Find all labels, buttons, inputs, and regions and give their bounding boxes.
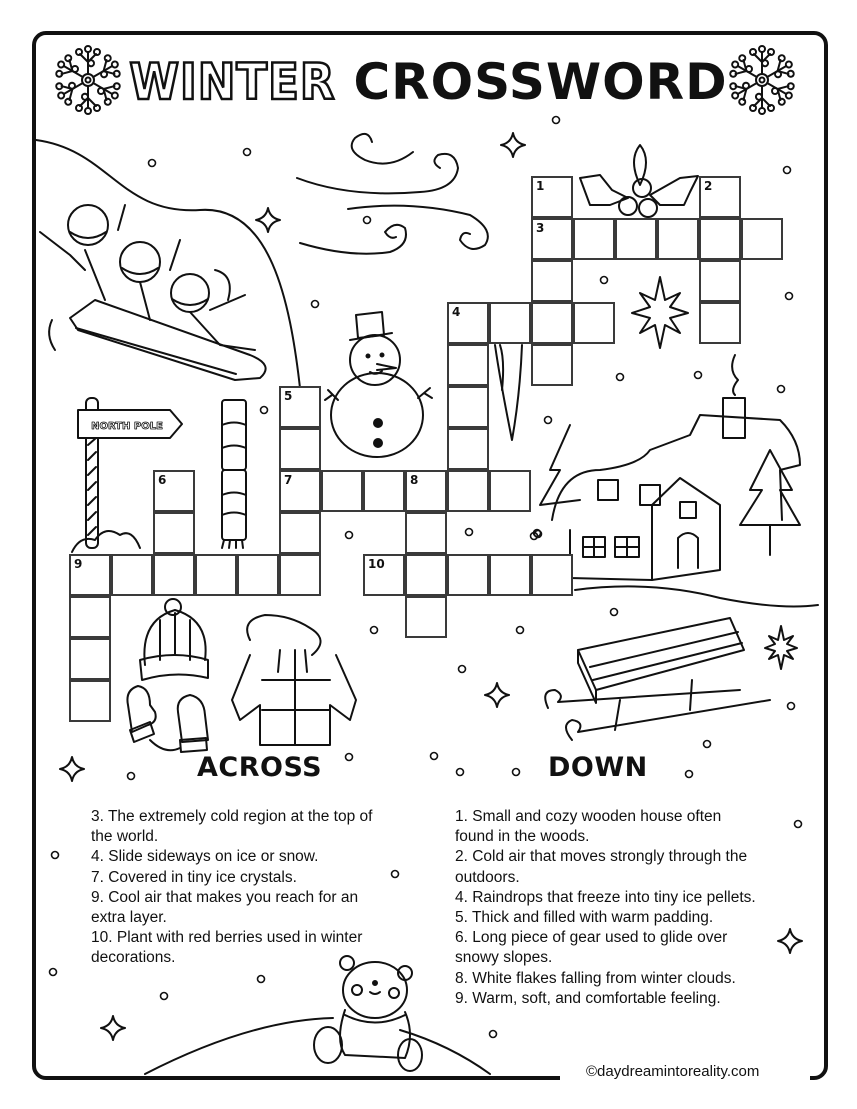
crossword-cell[interactable] xyxy=(153,470,195,512)
crossword-cell[interactable] xyxy=(657,218,699,260)
clue-number: 3 xyxy=(536,221,545,235)
down-clue: 1. Small and cozy wooden house often xyxy=(455,808,722,825)
crossword-cell[interactable] xyxy=(447,428,489,470)
crossword-cell[interactable] xyxy=(447,302,489,344)
crossword-cell[interactable] xyxy=(363,554,405,596)
holly-icon xyxy=(580,145,698,217)
across-clue: 9. Cool air that makes you reach for an xyxy=(91,888,359,906)
down-clue: outdoors. xyxy=(455,868,520,886)
crossword-cell[interactable] xyxy=(153,554,195,596)
crossword-cell[interactable] xyxy=(321,470,363,512)
crossword-cell[interactable] xyxy=(615,218,657,260)
clue-number: 8 xyxy=(410,473,419,487)
crossword-cell[interactable] xyxy=(279,386,321,428)
crossword-cell[interactable] xyxy=(531,554,573,596)
crossword-cell[interactable] xyxy=(279,512,321,554)
crossword-cell[interactable] xyxy=(531,260,573,302)
crossword-cell[interactable] xyxy=(405,512,447,554)
crossword-cell[interactable] xyxy=(279,470,321,512)
copyright-credit: ©daydreamintoreality.com xyxy=(586,1063,760,1080)
across-clue-list xyxy=(91,807,431,969)
wooden-sled-illustration xyxy=(545,618,770,740)
crossword-cell[interactable] xyxy=(153,512,195,554)
crossword-cell[interactable] xyxy=(573,218,615,260)
crossword-cell[interactable] xyxy=(237,554,279,596)
across-clue: 3. The extremely cold region at the top of xyxy=(91,808,373,825)
crossword-cell[interactable] xyxy=(69,638,111,680)
scarf-illustration xyxy=(222,400,246,548)
down-clue: 5. Thick and filled with warm padding. xyxy=(455,909,714,927)
crossword-cell[interactable] xyxy=(699,302,741,344)
crossword-cell[interactable] xyxy=(573,302,615,344)
crossword-cell[interactable] xyxy=(69,680,111,722)
crossword-cell[interactable] xyxy=(111,554,153,596)
wind-swirls-icon xyxy=(297,134,488,254)
across-clue: extra layer. xyxy=(91,909,167,927)
sign-text: NORTH POLE xyxy=(91,421,163,432)
clue-number: 2 xyxy=(704,179,713,193)
crossword-cell[interactable] xyxy=(363,470,405,512)
crossword-cell[interactable] xyxy=(279,554,321,596)
crossword-cell[interactable] xyxy=(699,260,741,302)
crossword-cell[interactable] xyxy=(69,554,111,596)
snowflake-icon xyxy=(51,46,126,114)
down-clue: 6. Long piece of gear used to glide over xyxy=(455,929,728,947)
down-clue: 9. Warm, soft, and comfortable feeling. xyxy=(455,989,721,1007)
down-clue: 2. Cold air that moves strongly through the xyxy=(455,848,748,866)
clue-number: 10 xyxy=(368,557,385,571)
crossword-cell[interactable] xyxy=(489,302,531,344)
across-clue: 10. Plant with red berries used in winter xyxy=(91,929,363,947)
crossword-cell[interactable] xyxy=(405,554,447,596)
down-clue: found in the woods. xyxy=(455,828,590,846)
mittens-illustration xyxy=(127,686,208,752)
down-clue-list xyxy=(455,807,805,1009)
crossword-cell[interactable] xyxy=(69,596,111,638)
across-clue: the world. xyxy=(91,828,159,846)
knit-hat-illustration xyxy=(140,599,208,680)
across-clue: 7. Covered in tiny ice crystals. xyxy=(91,868,297,886)
snowy-cabin-illustration xyxy=(540,355,818,606)
across-clue: decorations. xyxy=(91,949,176,967)
down-clue: 8. White flakes falling from winter clouds. xyxy=(455,969,736,987)
crossword-cell[interactable] xyxy=(531,302,573,344)
crossword-cell[interactable] xyxy=(279,428,321,470)
icicle-illustration xyxy=(495,345,522,440)
crossword-cell[interactable] xyxy=(489,470,531,512)
crossword-cell[interactable] xyxy=(741,218,783,260)
star-icon xyxy=(632,277,688,348)
crossword-cell[interactable] xyxy=(405,596,447,638)
crossword-cell[interactable] xyxy=(699,218,741,260)
clue-number: 6 xyxy=(158,473,167,487)
crossword-cell[interactable] xyxy=(531,344,573,386)
snowman-illustration xyxy=(325,312,432,457)
clue-number: 5 xyxy=(284,389,293,403)
across-clue: 4. Slide sideways on ice or snow. xyxy=(91,848,319,866)
title-word-winter: WINTER xyxy=(129,53,336,111)
star-icon xyxy=(765,626,797,669)
down-heading: DOWN xyxy=(548,752,648,783)
puffer-jacket-illustration xyxy=(232,615,356,745)
polar-bear-illustration xyxy=(145,956,490,1074)
crossword-cell[interactable] xyxy=(531,176,573,218)
crossword-cell[interactable] xyxy=(195,554,237,596)
crossword-cell[interactable] xyxy=(405,470,447,512)
across-heading: ACROSS xyxy=(197,752,323,783)
title-word-crossword: CROSSWORD xyxy=(353,53,728,111)
clue-number: 9 xyxy=(74,557,83,571)
hill-outline xyxy=(36,140,300,388)
crossword-cell[interactable] xyxy=(699,176,741,218)
crossword-cell[interactable] xyxy=(447,344,489,386)
crossword-cell[interactable] xyxy=(489,554,531,596)
crossword-cell[interactable] xyxy=(447,554,489,596)
kids-on-toboggan-illustration xyxy=(40,205,266,380)
snowflake-icon xyxy=(725,46,800,114)
down-clue: 4. Raindrops that freeze into tiny ice pellets. xyxy=(455,888,756,906)
crossword-cell[interactable] xyxy=(447,386,489,428)
crossword-cell[interactable] xyxy=(447,470,489,512)
crossword-cell[interactable] xyxy=(531,218,573,260)
clue-number: 7 xyxy=(284,473,293,487)
clue-number: 4 xyxy=(452,305,461,319)
down-clue: snowy slopes. xyxy=(455,949,553,967)
clue-number: 1 xyxy=(536,179,545,193)
